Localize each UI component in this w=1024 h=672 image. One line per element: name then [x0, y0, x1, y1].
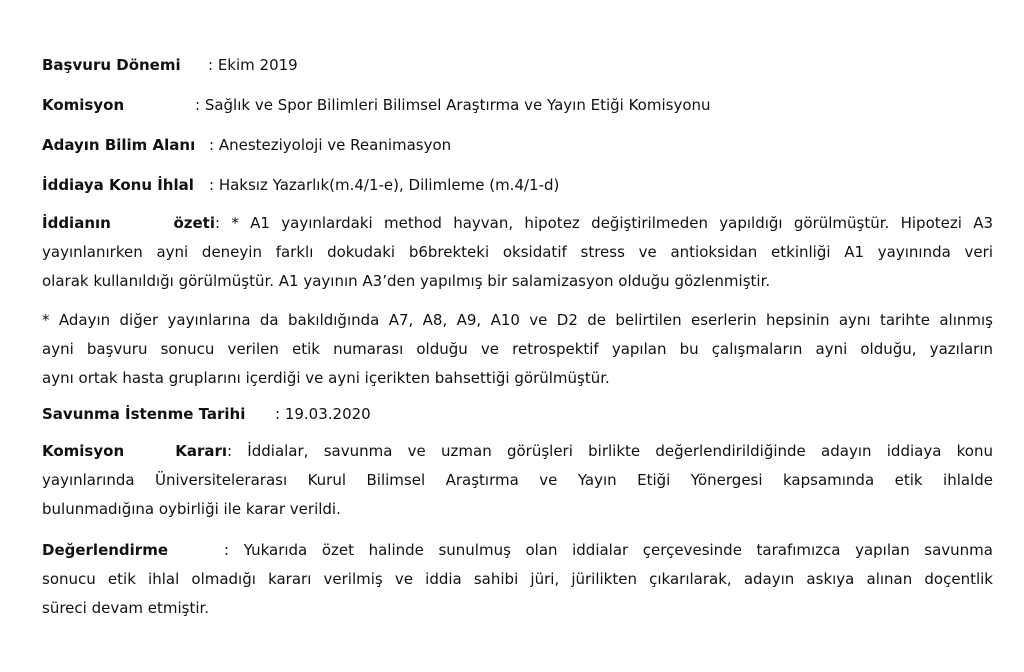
- savunma-tarihi-value: : 19.03.2020: [275, 405, 371, 423]
- degerlendirme-line-1: : Yukarıda özet halinde sunulmuş olan iddialar çerçevesinde tarafımızca yapılan savunma: [224, 541, 993, 559]
- komisyon-karari-paragraph: [42, 437, 993, 524]
- degerlendirme-paragraph: [42, 536, 993, 623]
- basvuru-donemi-row: [42, 56, 993, 75]
- komisyon-karari-line-2: yayınlarında Üniversitelerarası Kurul Bilimsel Araştırma ve Yayın Etiği Yönergesi kapsamında etik ihlalde: [42, 471, 993, 489]
- bilim-alani-label: Adayın Bilim Alanı: [42, 136, 196, 154]
- iddia-ozeti-line-2: yayınlanırken ayni deneyin farklı dokudaki b6brekteki oksidatif stress ve antioksidan etkinliği A1 yayınında veri: [42, 243, 993, 261]
- komisyon-value: : Sağlık ve Spor Bilimleri Bilimsel Araştırma ve Yayın Etiği Komisyonu: [195, 96, 711, 114]
- bilim-alani-value: : Anesteziyoloji ve Reanimasyon: [209, 136, 452, 154]
- savunma-tarihi-row: [42, 405, 993, 424]
- iddia-konu-label: İddiaya Konu İhlal: [42, 176, 194, 194]
- savunma-tarihi-label: Savunma İstenme Tarihi: [42, 405, 246, 423]
- diger-yayinlar-line-3: aynı ortak hasta gruplarını içerdiği ve ayni içerikten bahsettiği görülmüştür.: [42, 369, 610, 387]
- iddia-konu-value: : Haksız Yazarlık(m.4/1-e), Dilimleme (m.4/1-d): [209, 176, 560, 194]
- iddia-ozeti-label: İddianın özeti: [42, 214, 215, 232]
- diger-yayinlar-paragraph: [42, 306, 993, 393]
- degerlendirme-line-3: süreci devam etmiştir.: [42, 599, 210, 617]
- diger-yayinlar-line-2: ayni başvuru sonucu verilen etik numarası olduğu ve retrospektif yapılan bu çalışmaların ayni olduğu, yazıların: [42, 340, 993, 358]
- komisyon-karari-line-1: : İddialar, savunma ve uzman görüşleri birlikte değerlendirildiğinde adayın iddiaya konu: [227, 442, 993, 460]
- iddia-ozeti-line-3: olarak kullanıldığı görülmüştür. A1 yayının A3’den yapılmış bir salamizasyon olduğu gözlenmiştir.: [42, 272, 771, 290]
- komisyon-label: Komisyon: [42, 96, 125, 114]
- komisyon-karari-label: Komisyon Kararı: [42, 442, 227, 460]
- diger-yayinlar-line-1: * Adayın diğer yayınlarına da bakıldığında A7, A8, A9, A10 ve D2 de belirtilen eserlerin hepsinin aynı tarihte alınmış: [42, 311, 993, 329]
- basvuru-donemi-value: : Ekim 2019: [208, 56, 298, 74]
- komisyon-row: [42, 96, 993, 115]
- komisyon-karari-line-3: bulunmadığına oybirliği ile karar verildi.: [42, 500, 341, 518]
- iddia-konu-row: [42, 176, 993, 195]
- degerlendirme-line-2: sonucu etik ihlal olmadığı kararı verilmiş ve iddia sahibi jüri, jürilikten çıkarılarak, adayın askıya alınan doçentlik: [42, 570, 993, 588]
- iddia-ozeti-paragraph: [42, 209, 993, 296]
- document-body: [42, 56, 993, 623]
- basvuru-donemi-label: Başvuru Dönemi: [42, 56, 181, 74]
- bilim-alani-row: [42, 136, 993, 155]
- iddia-ozeti-line-1: : * A1 yayınlardaki method hayvan, hipotez değiştirilmeden yapıldığı görülmüştür. Hipotezi A3: [215, 214, 993, 232]
- degerlendirme-label: Değerlendirme: [42, 541, 169, 559]
